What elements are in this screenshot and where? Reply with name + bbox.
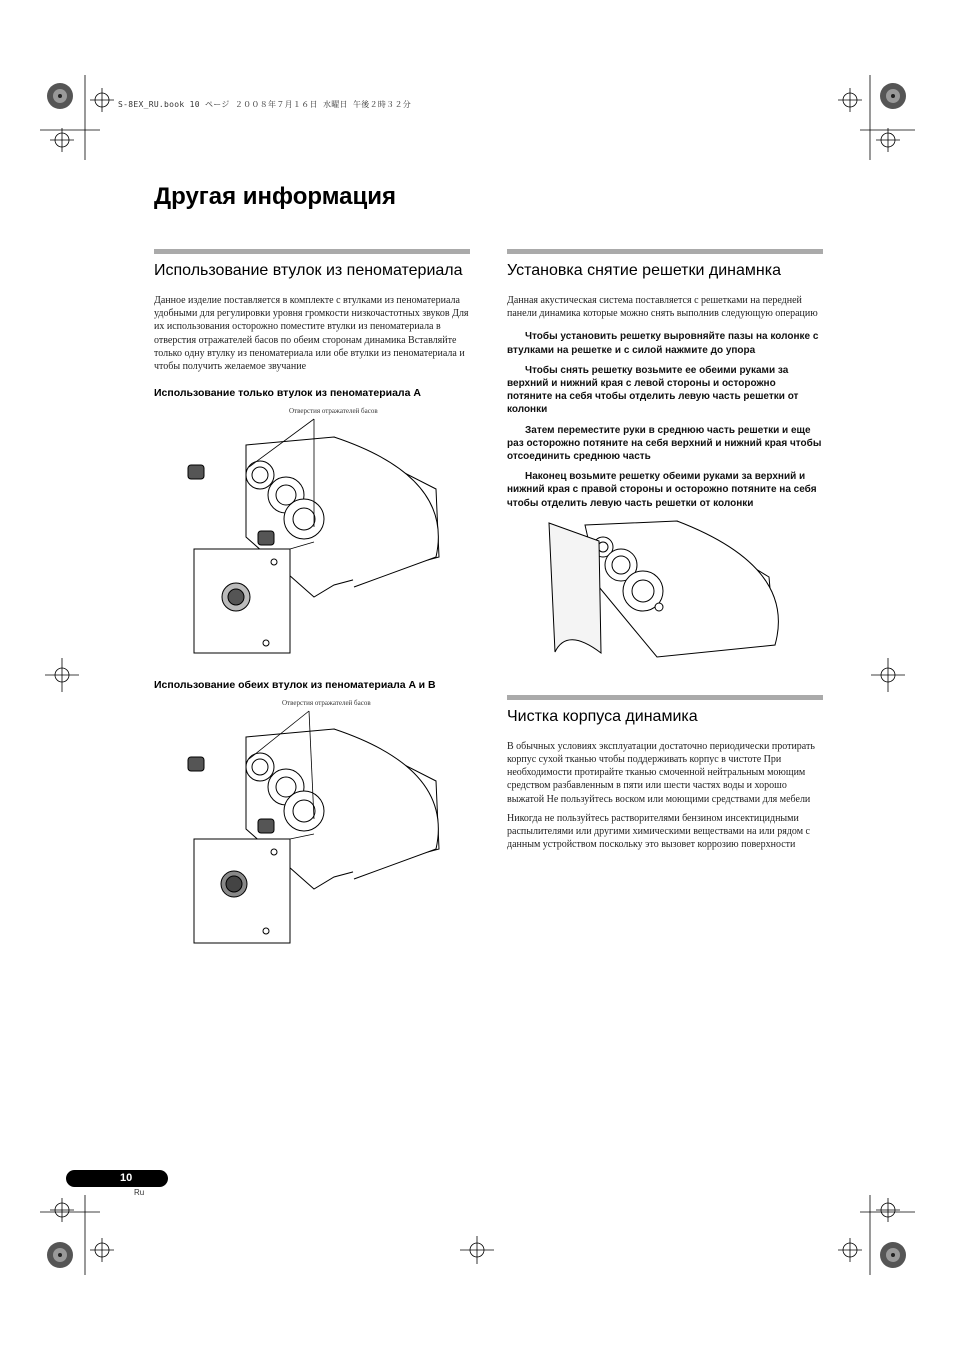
cleaning-paragraph: В обычных условиях эксплуатации достаточно периодически протирать корпус сухой тканью чтобы поддерживать корпус в чистоте При необходимости протирайте тканью смоченной нейтральным моющим средством разбавленным в пяти или шести частях воды и хорошо выжатой Не пользуйтесь воском или моющими средствами для мебели [507,740,815,805]
cleaning-section-title: Чистка корпуса динамика [507,707,698,725]
grille-step: Наконец возьмите решетку обеими руками за верхний и нижний края с правой стороны и осторожно потяните на себя чтобы отделить левую часть решетки от колонки [507,471,817,509]
section-divider [507,249,823,254]
foam-plugs-section-title: Использование втулок из пеноматериала [154,262,463,279]
section-divider [507,695,823,700]
grille-step: Затем переместите руки в среднюю часть решетки и еще раз осторожно потяните на себя верхний и нижний края чтобы отсоединить среднюю часть [507,424,822,463]
grille-step: Чтобы снять решетку возьмите ее обеими руками за верхний и нижний края с левой стороны и осторожно потяните на себя чтобы отделить левую часть решетки от колонки [507,364,799,416]
grille-step: Чтобы установить решетку выровняйте пазы на колонке с втулками на решетке и с силой нажмите до упора [507,331,819,356]
language-code: Ru [134,1188,145,1197]
left-column [154,249,470,959]
page-title: Другая информация [154,183,397,210]
foam-plugs-intro: Данное изделие поставляется в комплекте с втулками из пеноматериала удобными для регулировки уровня громкости низкочастотных звуков Для их использования осторожно поместите втулки из пеноматериала в отверстия отражателей басов по обеим сторонам динамика Вставляйте только одну втулку из пеноматериала или обе втулки из пеноматериала и чтобы получить желаемое звучание [154,295,469,373]
grille-removal-illustration [507,517,823,667]
print-header: S-8EX_RU.book 10 ページ ２００８年７月１６日 水曜日 午後２時３２分 [118,100,412,109]
plug-a-subheading: Использование только втулок из пеноматериала A [154,387,421,400]
bass-reflex-caption: Отверстия отражателей басов [282,699,371,708]
grille-section-title: Установка снятие решетки динамнка [507,262,781,279]
plugs-ab-figure [154,699,470,959]
right-column [507,249,823,857]
plugs-ab-subheading: Использование обеих втулок из пеноматериала A и B [154,679,436,692]
speaker-illustration [154,407,470,667]
page-number: 10 [120,1172,133,1184]
plug-a-figure [154,407,470,667]
grille-intro: Данная акустическая система поставляется с решетками на передней панели динамика которые можно снять выполнив следующую операцию [507,295,818,320]
speaker-illustration [154,699,470,959]
section-divider [154,249,470,254]
bass-reflex-caption: Отверстия отражателей басов [289,407,378,416]
page-number-tab [66,1170,168,1187]
cleaning-warning: Никогда не пользуйтесь растворителями бензином инсектицидными распылителями или другими химическими веществами на или рядом с данным устройством поскольку это вызовет коррозию поверхности [507,812,810,851]
